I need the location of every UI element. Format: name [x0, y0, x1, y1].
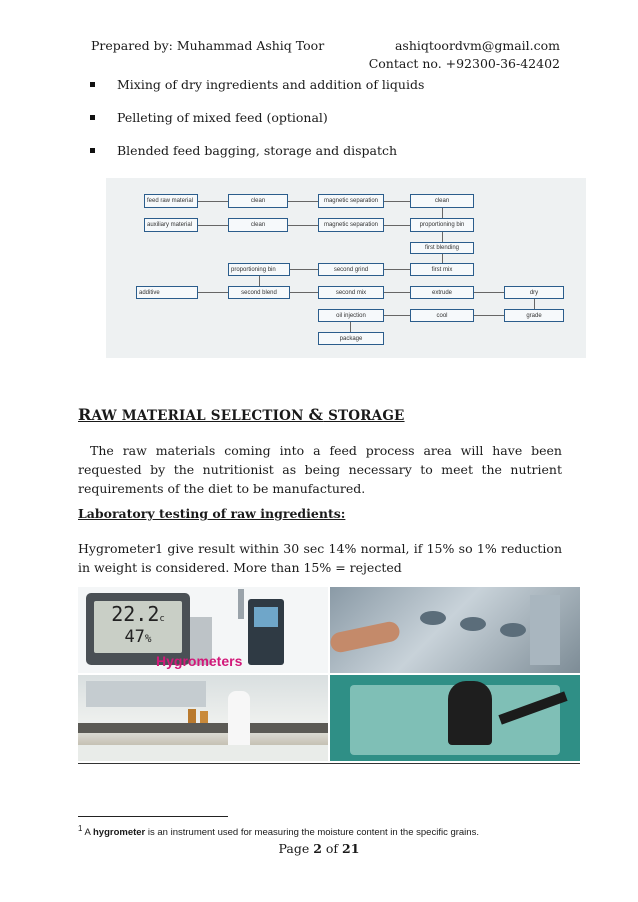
footnote: $^1$ A hygrometer is an instrument used for measuring the moisture content in the specific grains.	[78, 824, 479, 839]
bullet-item: Blended feed bagging, storage and dispatch	[90, 143, 397, 158]
flow-node-clean-3: clean	[228, 218, 288, 232]
flow-node-proportioning-bin-2: proportioning bin	[228, 263, 290, 276]
bullet-square-icon	[90, 148, 95, 153]
flow-arrow	[384, 201, 410, 202]
flow-arrow	[259, 276, 260, 286]
section-title: RAW MATERIAL SELECTION & STORAGE	[78, 405, 405, 424]
flow-arrow	[198, 201, 228, 202]
flow-arrow	[474, 315, 504, 316]
header-author: Prepared by: Muhammad Ashiq Toor	[91, 38, 325, 53]
flow-node-magnetic-separation: magnetic separation	[318, 194, 384, 208]
flow-node-first-blending: first blending	[410, 242, 474, 254]
lab-testing-heading: Laboratory testing of raw ingredients:	[78, 506, 346, 521]
flow-arrow	[384, 315, 410, 316]
flow-arrow	[350, 322, 351, 332]
hand-icon	[330, 620, 401, 654]
flow-node-second-blend: second blend	[228, 286, 290, 299]
laboratory-photo	[78, 675, 328, 761]
flow-arrow	[384, 292, 410, 293]
flow-node-second-grind: second grind	[318, 263, 384, 276]
flow-node-extrude: extrude	[410, 286, 474, 299]
flow-arrow	[290, 292, 318, 293]
page-number: Page 2 of 21	[278, 841, 360, 856]
process-flow-diagram	[106, 178, 586, 358]
hygrometers-caption: Hygrometers	[156, 653, 243, 669]
flow-node-feed-raw: feed raw material	[144, 194, 198, 208]
flow-arrow	[288, 201, 318, 202]
flow-node-magnetic-separation-2: magnetic separation	[318, 218, 384, 232]
flow-node-oil-injection: oil injection	[318, 309, 384, 322]
flow-arrow	[384, 269, 410, 270]
hygrometer-paragraph: Hygrometer1 give result within 30 sec 14% normal, if 15% so 1% reduction in weight is considered. More than 15% = rejected	[78, 541, 562, 575]
flow-arrow	[442, 254, 443, 263]
flow-node-second-mix: second mix	[318, 286, 384, 299]
flow-arrow	[534, 299, 535, 309]
digital-hygrometer-icon: 22.2c 47%	[86, 593, 190, 665]
bullet-square-icon	[90, 115, 95, 120]
flow-node-proportioning-bin: proportioning bin	[410, 218, 474, 232]
hygrometer-devices-photo	[78, 587, 328, 673]
bullet-square-icon	[90, 82, 95, 87]
flow-arrow	[384, 225, 410, 226]
flow-node-package: package	[318, 332, 384, 345]
flow-arrow	[198, 225, 228, 226]
flow-node-clean-2: clean	[410, 194, 474, 208]
flow-arrow	[198, 292, 228, 293]
lab-equipment-photo	[330, 587, 580, 673]
flow-node-additive: additive	[136, 286, 198, 299]
flow-node-cool: cool	[410, 309, 474, 322]
flow-node-auxiliary: auxiliary material	[144, 218, 198, 232]
flow-node-dry: dry	[504, 286, 564, 299]
moisture-meter-icon	[448, 681, 492, 745]
flow-arrow	[442, 208, 443, 218]
hygrometer-photo-collage	[78, 587, 580, 765]
collage-bottom-rule	[78, 763, 580, 764]
section-paragraph: The raw materials coming into a feed process area will have been requested by the nutritionist as being necessary to meet the nutrient requirements of the diet to be manufactured.	[78, 443, 562, 496]
bullet-item: Pelleting of mixed feed (optional)	[90, 110, 328, 125]
flow-arrow	[474, 292, 504, 293]
flow-arrow	[442, 232, 443, 242]
flow-node-first-mix: first mix	[410, 263, 474, 276]
footnote-separator	[78, 816, 228, 817]
flow-arrow	[288, 225, 318, 226]
lab-technician-icon	[228, 691, 250, 751]
bullet-item: Mixing of dry ingredients and addition of liquids	[90, 77, 424, 92]
header-email: ashiqtoordvm@gmail.com	[394, 38, 560, 53]
flow-arrow	[290, 269, 318, 270]
grain-moisture-meter-photo	[330, 675, 580, 761]
flow-node-grade: grade	[504, 309, 564, 322]
header-contact: Contact no. +92300-36-42402	[368, 56, 560, 71]
handheld-meter-icon	[248, 599, 284, 665]
flow-node-clean: clean	[228, 194, 288, 208]
